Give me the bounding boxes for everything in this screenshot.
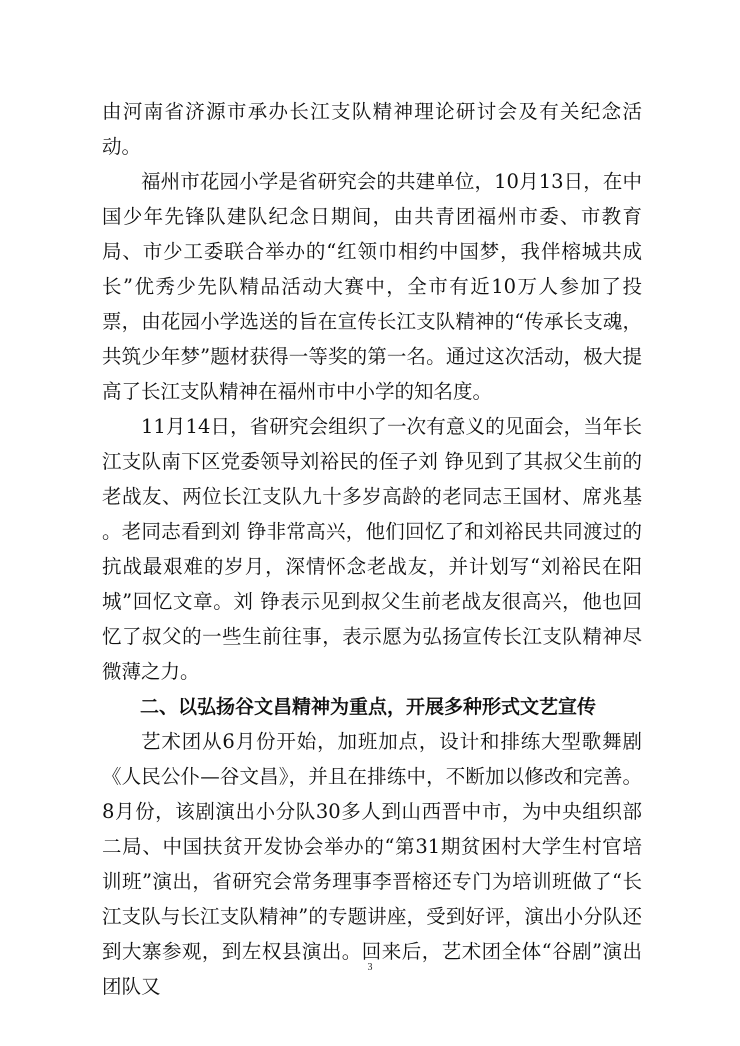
section-heading: 二、以弘扬谷文昌精神为重点，开展多种形式文艺宣传 bbox=[140, 696, 597, 718]
paragraph-continuation: 由河南省济源市承办长江支队精神理论研讨会及有关纪念活动。 bbox=[102, 100, 642, 158]
document-body bbox=[102, 94, 642, 1004]
paragraph-flower-garden-school: 福州市花园小学是省研究会的共建单位，10月13日，在中国少年先锋队建队纪念日期间，由共青团福州市委、市教育局、市少工委联合举办的“红领巾相约中国梦，我伴榕城共成长”优秀少先队精品活动大赛中，全市有近10万人参加了投票，由花园小学选送的旨在宣传长江支队精神的“传承长支魂，共筑少年梦”题材获得一等奖的第一名。通过这次活动，极大提高了长江支队精神在福州市中小学的知名度。 bbox=[102, 170, 642, 403]
paragraph-art-troupe: 艺术团从6月份开始，加班加点，设计和排练大型歌舞剧《人民公仆—谷文昌》，并且在排练中，不断加以修改和完善。8月份，该剧演出小分队30多人到山西晋中市，为中央组织部二局、中国扶贫开发协会举办的“第31期贫困村大学生村官培训班”演出，省研究会常务理事李晋榕还专门为培训班做了“长江支队与长江支队精神”的专题讲座，受到好评，演出小分队还到大寨参观，到左权县演出。回来后，艺术团全体“谷剧”演出团队又 bbox=[102, 730, 642, 998]
paragraph-meeting: 11月14日，省研究会组织了一次有意义的见面会，当年长江支队南下区党委领导刘裕民的侄子刘 铮见到了其叔父生前的老战友、两位长江支队九十多岁高龄的老同志王国材、席兆基 。老同志看到刘 铮非常高兴，他们回忆了和刘裕民共同渡过的抗战最艰难的岁月，深情怀念老战友，并计划写“刘裕民在阳城”回忆文章。刘 铮表示见到叔父生前老战友很高兴，他也回忆了叔父的一些生前往事，表示愿为弘扬宣传长江支队精神尽微薄之力。 bbox=[102, 415, 642, 683]
page-number: 3 bbox=[367, 962, 373, 973]
